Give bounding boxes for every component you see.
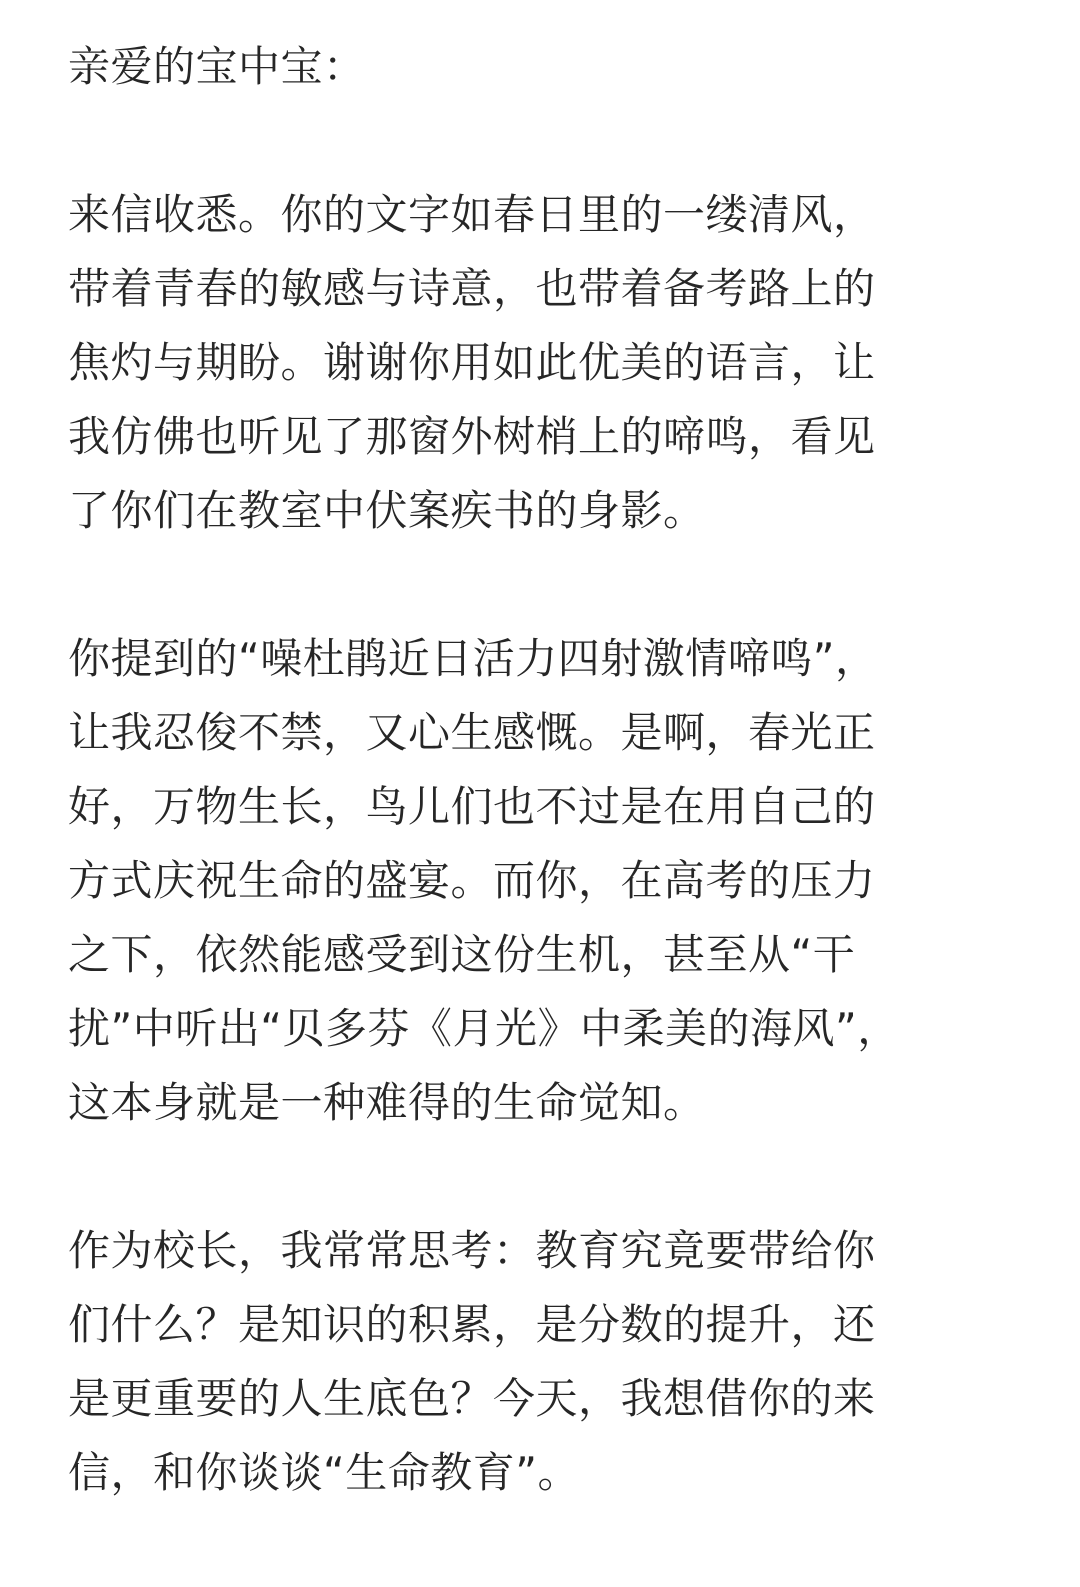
paragraph-1 — [68, 178, 1008, 548]
paragraph-2 — [68, 622, 1008, 1140]
paragraph-line: 你提到的“噪杜鹃近日活力四射激情啼鸣”， — [68, 634, 878, 683]
paragraph-line: 好，万物生长，鸟儿们也不过是在用自己的 — [68, 782, 876, 831]
paragraph-line: 们什么？是知识的积累，是分数的提升，还 — [68, 1300, 876, 1349]
paragraph-line: 了你们在教室中伏案疾书的身影。 — [68, 486, 706, 535]
paragraph-line: 作为校长，我常常思考：教育究竟要带给你 — [68, 1226, 876, 1275]
paragraph-line: 扰”中听出“贝多芬《月光》中柔美的海风”， — [68, 1004, 900, 1053]
paragraph-line: 方式庆祝生命的盛宴。而你，在高考的压力 — [68, 856, 876, 905]
paragraph-line: 这本身就是一种难得的生命觉知。 — [68, 1078, 706, 1127]
paragraph-line: 让我忍俊不禁，又心生感慨。是啊，春光正 — [68, 708, 876, 757]
paragraph-line: 带着青春的敏感与诗意，也带着备考路上的 — [68, 264, 876, 313]
paragraph-line: 之下，依然能感受到这份生机，甚至从“干 — [68, 930, 856, 979]
paragraph-line: 我仿佛也听见了那窗外树梢上的啼鸣，看见 — [68, 412, 876, 461]
paragraph-gap — [68, 548, 1008, 622]
paragraph-line: 来信收悉。你的文字如春日里的一缕清风， — [68, 190, 876, 239]
paragraph-gap — [68, 1140, 1008, 1214]
letter-body — [68, 0, 1008, 1510]
paragraph-line: 焦灼与期盼。谢谢你用如此优美的语言，让 — [68, 338, 876, 387]
paragraph-line: 信，和你谈谈“生命教育”。 — [68, 1448, 581, 1497]
paragraph-3 — [68, 1214, 1008, 1510]
salutation: 亲爱的宝中宝： — [68, 42, 366, 91]
paragraph-line: 是更重要的人生底色？今天，我想借你的来 — [68, 1374, 876, 1423]
paragraph-gap — [68, 104, 1008, 178]
